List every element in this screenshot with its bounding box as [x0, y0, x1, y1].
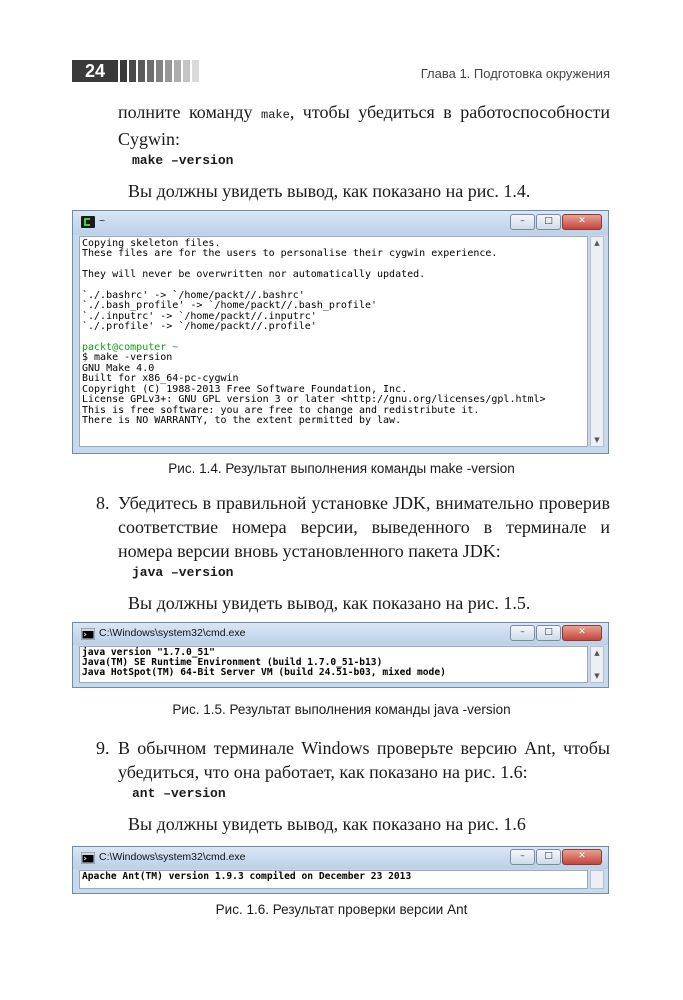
terminal-line: packt@computer ~ [82, 342, 179, 354]
terminal-line: `./.bash_profile' -> `/home/packt//.bash_profile' [82, 300, 378, 312]
maximize-button[interactable]: □ [536, 625, 561, 641]
terminal-output[interactable] [79, 236, 588, 447]
terminal-line: Copyright (C) 1988-2013 Free Software Foundation, Inc. [82, 383, 408, 395]
vertical-scrollbar[interactable] [590, 646, 604, 683]
terminal-line: $ make -version [82, 352, 173, 364]
terminal-output[interactable] [79, 870, 588, 889]
cmd-window-ant [72, 846, 609, 894]
code-ant-version: ant –version [132, 786, 226, 801]
terminal-line: There is NO WARRANTY, to the extent permitted by law. [82, 414, 402, 426]
inline-code-make: make [261, 108, 290, 122]
window-title: ~ [99, 215, 106, 227]
scroll-down-icon[interactable]: ▼ [594, 436, 600, 444]
note-fig-1-4: Вы должны увидеть вывод, как показано на рис. 1.4. [128, 181, 531, 201]
cmd-window-java [72, 622, 609, 688]
cygwin-terminal-window [72, 210, 609, 454]
cmd-icon [81, 852, 95, 864]
terminal-line: Java HotSpot(TM) 64-Bit Server VM (build 24.51-b03, mixed mode) [82, 667, 446, 679]
intro-paragraph [118, 100, 610, 151]
terminal-line: java version "1.7.0_51" [82, 647, 215, 658]
list-number-9: 9. [96, 738, 110, 758]
scroll-up-icon[interactable]: ▲ [594, 649, 600, 657]
vertical-scrollbar[interactable] [590, 236, 604, 447]
scroll-up-icon[interactable]: ▲ [594, 239, 600, 247]
cygwin-icon [81, 216, 95, 228]
terminal-output[interactable] [79, 646, 588, 683]
vertical-scrollbar[interactable] [590, 870, 604, 889]
chapter-title: Глава 1. Подготовка окружения [420, 66, 610, 81]
terminal-line: License GPLv3+: GNU GPL version 3 or later <http://gnu.org/licenses/gpl.html> [82, 394, 546, 406]
list-item-8-text: Убедитесь в правильной установке JDK, внимательно проверив соответствие номера версии, выведенного в терминале и номера версии вновь установленного пакета JDK: [118, 493, 610, 561]
note-fig-1-5: Вы должны увидеть вывод, как показано на рис. 1.5. [128, 593, 531, 613]
terminal-line: Built for x86_64-pc-cygwin [82, 373, 239, 385]
note-fig-1-6: Вы должны увидеть вывод, как показано на рис. 1.6 [128, 814, 526, 834]
terminal-line: These files are for the users to personalise their cygwin experience. [82, 248, 498, 260]
minimize-button[interactable]: – [510, 849, 535, 865]
maximize-button[interactable]: □ [536, 849, 561, 865]
window-title: C:\Windows\system32\cmd.exe [99, 851, 246, 863]
terminal-line: `./.bashrc' -> `/home/packt//.bashrc' [82, 290, 305, 302]
terminal-line: Apache Ant(TM) version 1.9.3 compiled on December 23 2013 [82, 871, 412, 882]
code-make-version: make –version [132, 153, 234, 168]
window-titlebar [73, 623, 608, 645]
minimize-button[interactable]: – [510, 214, 535, 230]
terminal-line: Java(TM) SE Runtime Environment (build 1.7.0_51-b13) [82, 657, 383, 669]
intro-text-after: , чтобы убедиться в работоспособности Cygwin: [118, 102, 610, 149]
terminal-line: This is free software: you are free to change and redistribute it. [82, 404, 480, 416]
terminal-line: GNU Make 4.0 [82, 362, 155, 374]
header-decoration [120, 60, 199, 82]
list-item-9-text: В обычном терминале Windows проверьте версию Ant, чтобы убедиться, что она работает, как показано на рис. 1.6: [118, 738, 610, 782]
close-button[interactable]: ✕ [562, 625, 602, 641]
close-button[interactable]: ✕ [562, 849, 602, 865]
scroll-down-icon[interactable]: ▼ [594, 672, 600, 680]
figure-caption-1-4: Рис. 1.4. Результат выполнения команды make -version [168, 461, 515, 476]
terminal-line: They will never be overwritten nor automatically updated. [82, 269, 426, 281]
code-java-version: java –version [132, 565, 234, 580]
window-title: C:\Windows\system32\cmd.exe [99, 627, 246, 639]
maximize-button[interactable]: □ [536, 214, 561, 230]
window-titlebar [73, 211, 608, 235]
close-button[interactable]: ✕ [562, 214, 602, 230]
window-titlebar [73, 847, 608, 869]
list-number-8: 8. [96, 493, 110, 513]
cmd-icon [81, 628, 95, 640]
terminal-line: Copying skeleton files. [82, 238, 221, 249]
terminal-line: `./.inputrc' -> `/home/packt//.inputrc' [82, 310, 317, 322]
terminal-line: `./.profile' -> `/home/packt//.profile' [82, 321, 317, 333]
figure-caption-1-6: Рис. 1.6. Результат проверки версии Ant [215, 902, 468, 917]
figure-caption-1-5: Рис. 1.5. Результат выполнения команды java -version [172, 702, 511, 717]
minimize-button[interactable]: – [510, 625, 535, 641]
intro-text-before: полните команду [118, 102, 261, 122]
page-number: 24 [72, 60, 118, 82]
